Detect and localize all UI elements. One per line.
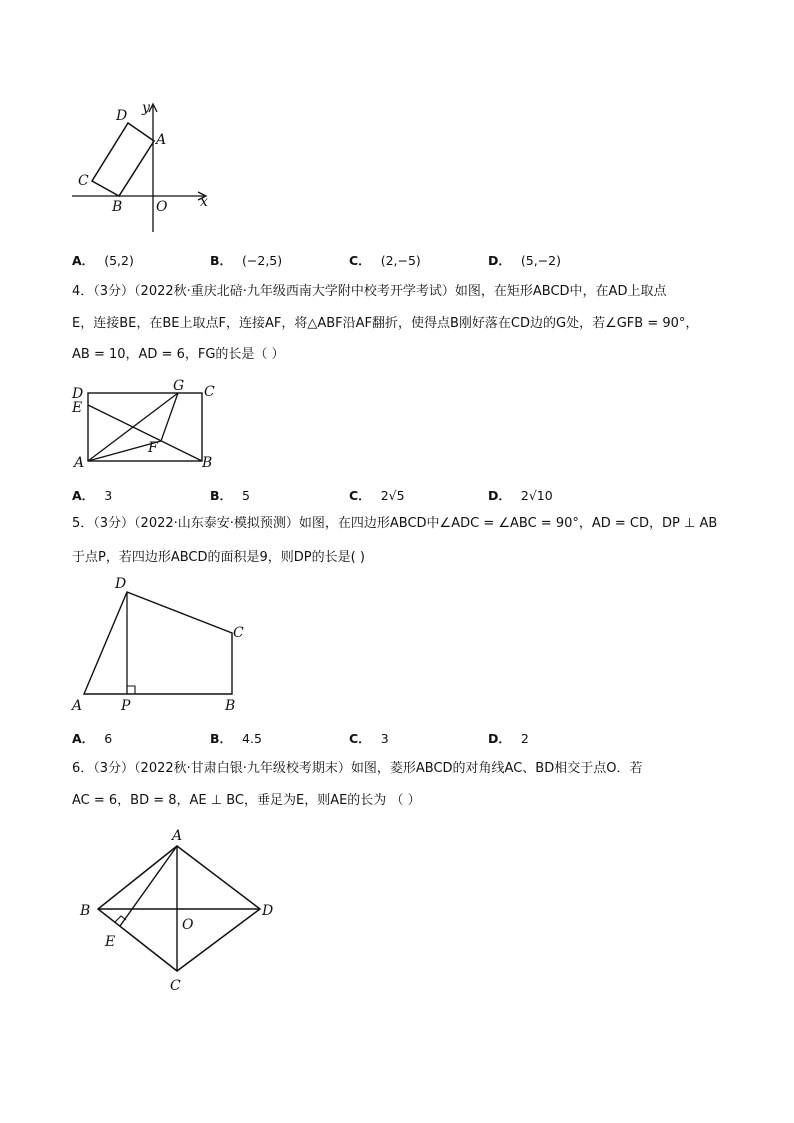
choice-value: 3 [104, 488, 113, 503]
label-C: C [204, 384, 215, 400]
label-D: D [116, 108, 128, 124]
label-B: B [225, 698, 236, 714]
q3-figure [70, 98, 220, 238]
label-A: A [156, 132, 167, 148]
q5-line-1: 5．（3分）（2022·山东泰安·模拟预测）如图，在四边形ABCD中∠ADC = ∠ABC = 90°，AD = CD，DP ⊥ AB [72, 516, 718, 531]
choice-letter: D． [488, 253, 511, 268]
q4-line-3: AB = 10，AD = 6，FG的长是（ ） [72, 347, 285, 362]
choice-value: 4.5 [242, 731, 262, 746]
q5-choice-b [210, 729, 262, 747]
right-angle-mark [127, 686, 135, 694]
choice-letter: D． [488, 488, 511, 503]
choice-letter: B． [210, 488, 233, 503]
label-A: A [72, 698, 83, 714]
choice-letter: A． [72, 488, 95, 503]
label-E: E [72, 400, 83, 416]
label-E: E [105, 934, 116, 950]
choice-value: 2 [520, 731, 529, 746]
segment-ae [120, 846, 177, 926]
q5-choice-c [349, 729, 389, 747]
label-A: A [74, 455, 85, 470]
q3-choice-a [72, 251, 134, 269]
choice-value: 6 [104, 731, 113, 746]
label-D: D [262, 903, 274, 919]
rectangle-abcd [88, 393, 202, 461]
choice-letter: C． [349, 731, 371, 746]
q6-line-2: AC = 6，BD = 8，AE ⊥ BC，垂足为E，则AE的长为 （ ） [72, 793, 421, 808]
choice-letter: A． [72, 253, 95, 268]
choice-value: 2√5 [380, 488, 405, 503]
q6-line-1: 6．（3分）（2022秋·甘肃白银·九年级校考期末）如图，菱形ABCD的对角线AC、BD相交于点O．若 [72, 761, 643, 776]
choice-value: 3 [380, 731, 389, 746]
choice-value: (−2,5) [242, 253, 283, 268]
label-B: B [112, 199, 123, 215]
q4-choice-a [72, 486, 112, 504]
label-B: B [80, 903, 91, 919]
label-D: D [72, 386, 84, 402]
label-D: D [115, 576, 127, 592]
label-F: F [148, 440, 158, 456]
q3-choice-c [349, 251, 421, 269]
choice-value: (5,−2) [520, 253, 561, 268]
choice-letter: B． [210, 731, 233, 746]
segment-ag [88, 393, 178, 461]
choice-value: 5 [242, 488, 250, 503]
choice-letter: C． [349, 253, 371, 268]
rectangle-abcd [92, 123, 154, 196]
q4-figure [70, 376, 230, 470]
q5-choice-d [488, 729, 529, 747]
q5-figure [68, 574, 258, 716]
q4-choice-c [349, 486, 405, 504]
label-C: C [233, 625, 244, 641]
label-P: P [121, 698, 131, 714]
choice-letter: C． [349, 488, 371, 503]
q6-figure [74, 824, 284, 999]
q3-choice-b [210, 251, 282, 269]
label-C: C [170, 978, 181, 994]
label-G: G [173, 378, 185, 394]
choice-letter: A． [72, 731, 95, 746]
label-O: O [156, 199, 168, 215]
label-O: O [182, 917, 194, 933]
q4-diagram [70, 376, 230, 470]
label-x: x [200, 194, 208, 210]
q6-diagram [74, 824, 284, 999]
choice-letter: D． [488, 731, 511, 746]
choice-letter: B． [210, 253, 233, 268]
q4-line-2: E，连接BE，在BE上取点F，连接AF，将△ABF沿AF翻折，使得点B刚好落在CD边的G处，若∠GFB = 90°， [72, 316, 699, 331]
q3-diagram [70, 98, 220, 238]
choice-value: 2√10 [520, 488, 553, 503]
q5-line-2: 于点P，若四边形ABCD的面积是9，则DP的长是( ) [72, 550, 365, 565]
q5-diagram [68, 574, 258, 716]
choice-value: (5,2) [104, 253, 134, 268]
q4-choice-d [488, 486, 553, 504]
q4-line-1: 4．（3分）（2022秋·重庆北碚·九年级西南大学附中校考开学考试）如图，在矩形ABCD中，在AD上取点 [72, 284, 667, 299]
choice-value: (2,−5) [380, 253, 421, 268]
label-A: A [172, 828, 183, 844]
q4-choice-b [210, 486, 250, 504]
segment-be [88, 405, 202, 461]
q5-choice-a [72, 729, 112, 747]
quadrilateral-abcd [84, 592, 232, 694]
label-y: y [142, 100, 150, 116]
q3-choice-d [488, 251, 561, 269]
label-B: B [202, 455, 213, 470]
label-C: C [78, 173, 89, 189]
